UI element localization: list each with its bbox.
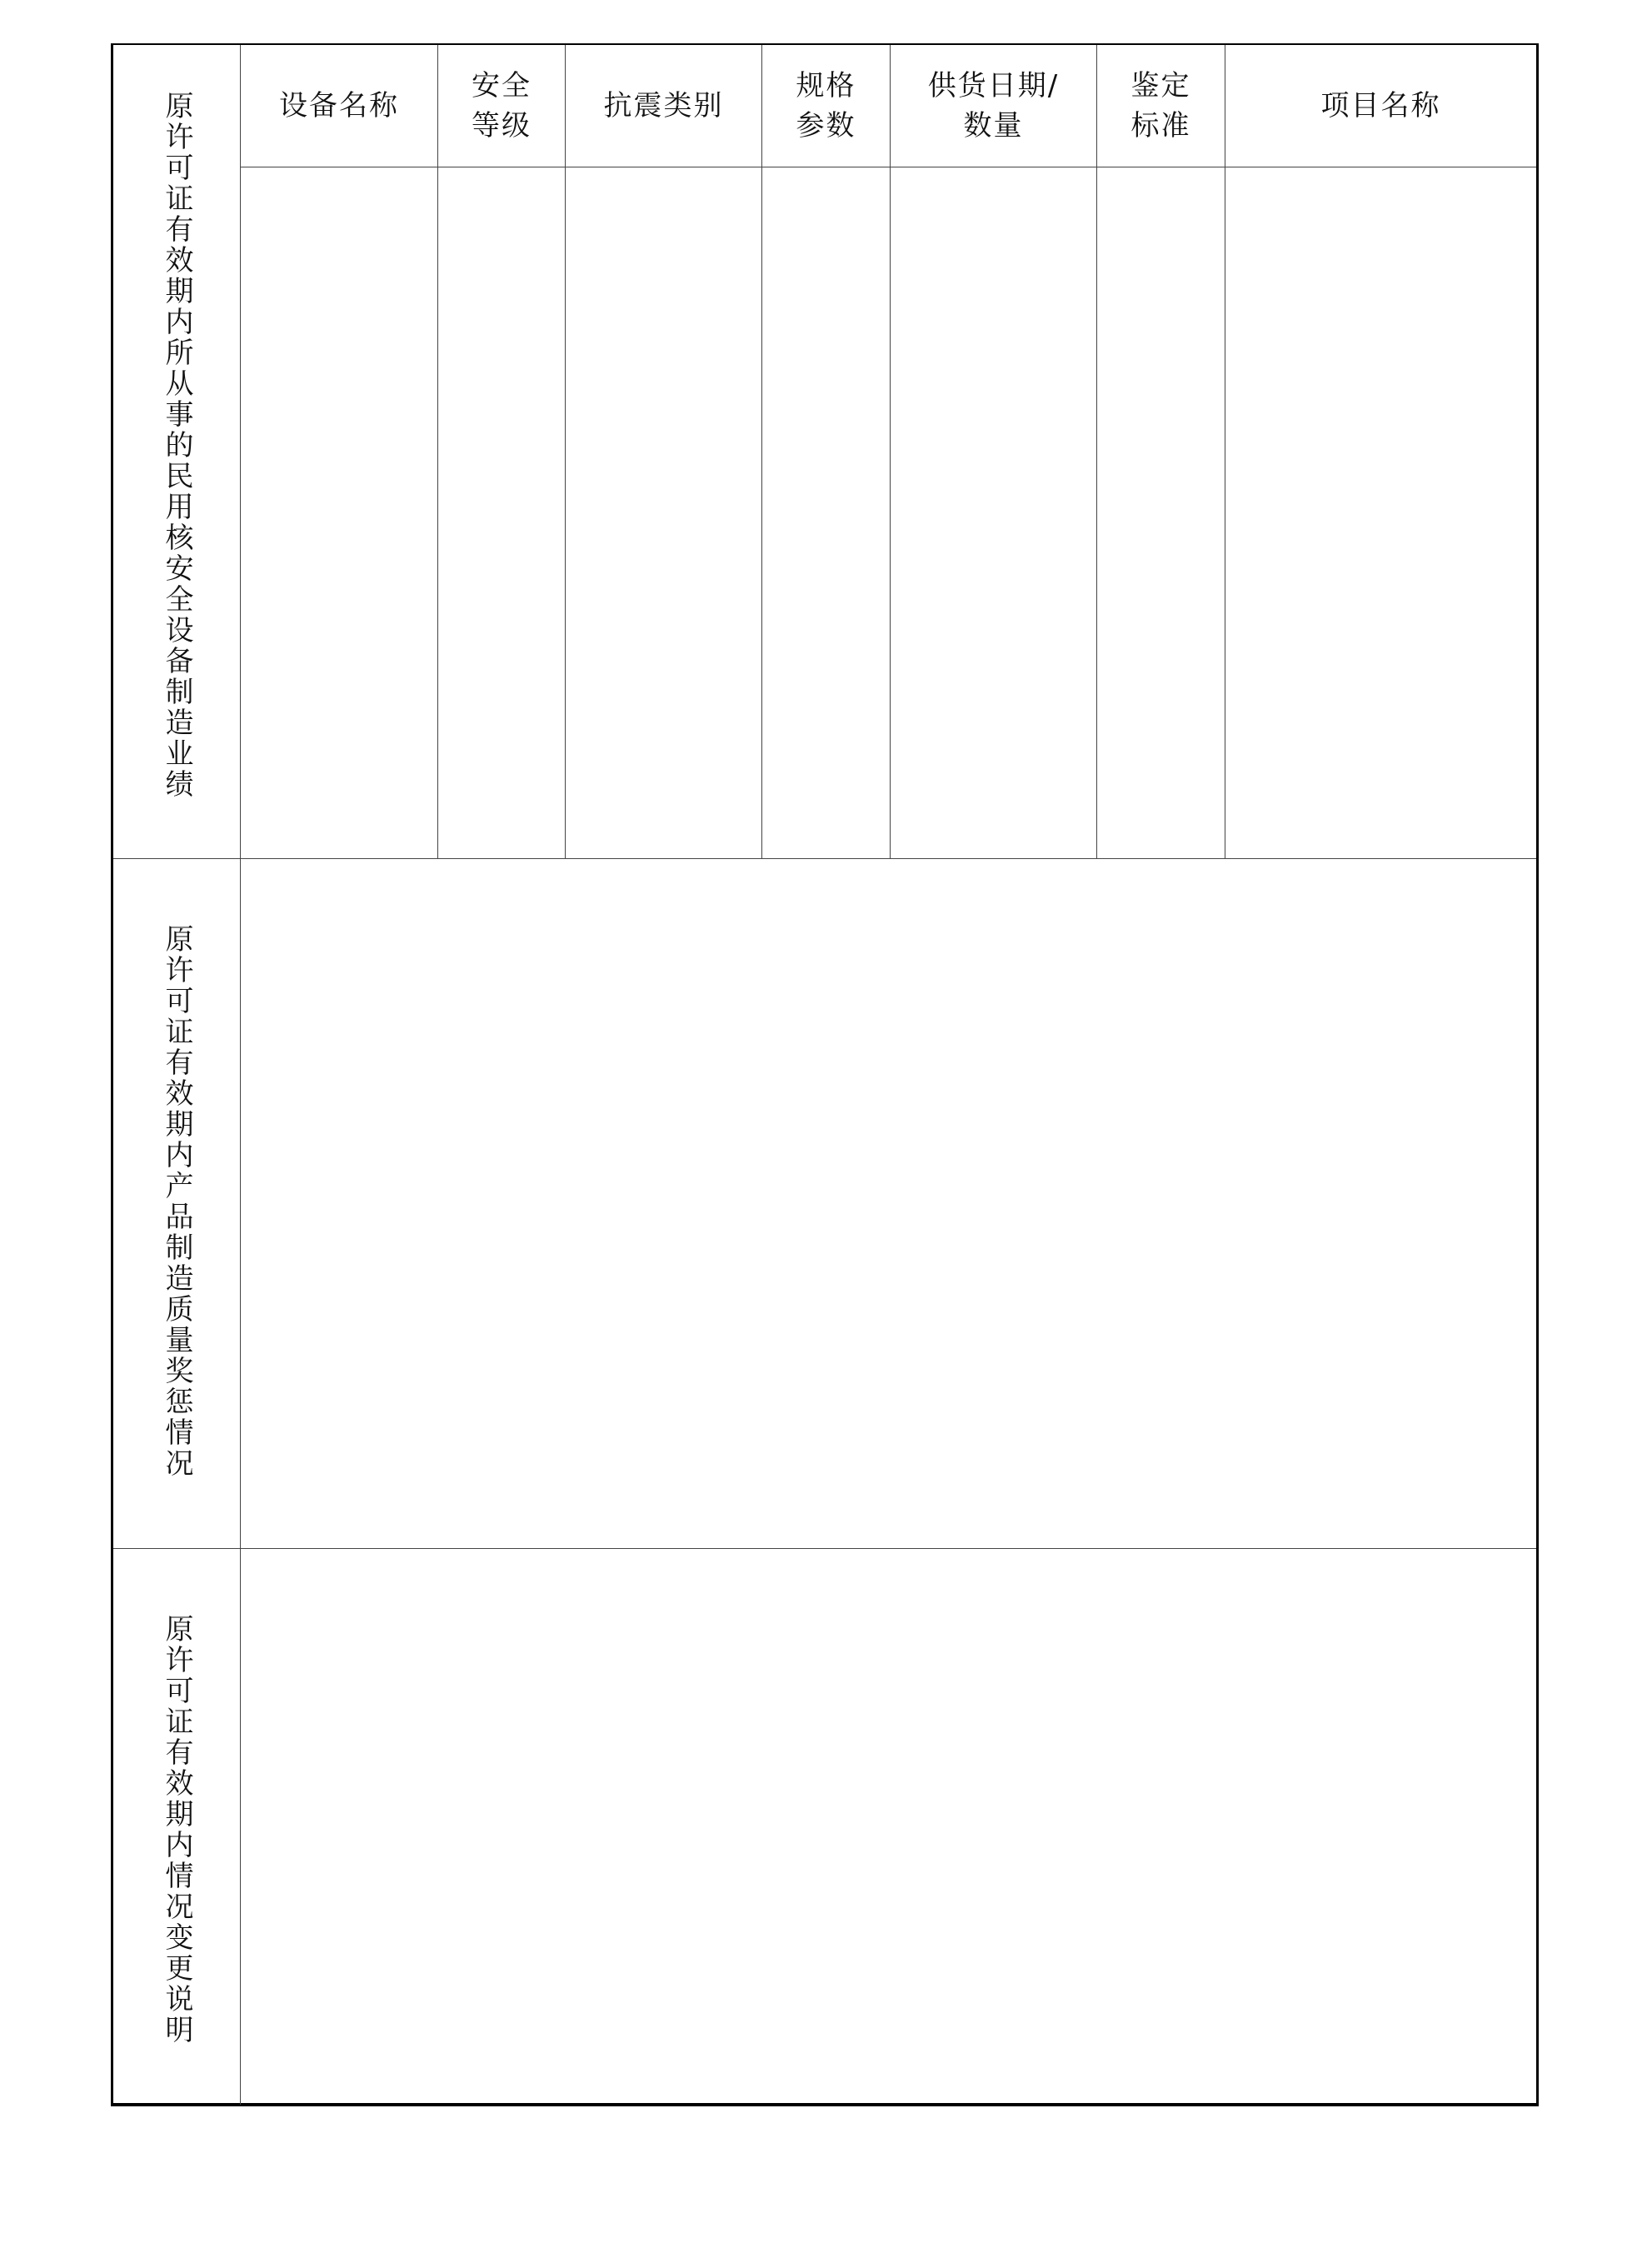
header-project-name: 项目名称 (1225, 45, 1536, 167)
header-equipment-name: 设备名称 (241, 45, 437, 167)
performance-table (241, 45, 1536, 858)
change-description-label-cell (113, 1549, 241, 2105)
column-safety-class (438, 45, 566, 858)
cell-seismic-category[interactable] (566, 167, 761, 858)
manufacturing-performance-label: 原许可证有效期内所从事的民用核安全设备制造业绩 (160, 91, 193, 800)
cell-specification[interactable] (762, 167, 890, 858)
header-qualification-standard: 鉴定 标准 (1097, 45, 1225, 167)
license-performance-form (111, 43, 1539, 2106)
quality-rewards-penalties-field[interactable] (241, 859, 1536, 1548)
cell-delivery-date-quantity[interactable] (891, 167, 1096, 858)
header-delivery-date-quantity: 供货日期/ 数量 (891, 45, 1096, 167)
cell-qualification-standard[interactable] (1097, 167, 1225, 858)
change-description-label: 原许可证有效期内情况变更说明 (160, 1614, 193, 2046)
column-delivery-date-quantity (891, 45, 1097, 858)
column-qualification-standard (1097, 45, 1225, 858)
header-seismic-category: 抗震类别 (566, 45, 761, 167)
quality-rewards-penalties-label: 原许可证有效期内产品制造质量奖惩情况 (160, 924, 193, 1479)
manufacturing-performance-section (113, 45, 1536, 859)
change-description-field[interactable] (241, 1549, 1536, 2105)
header-safety-class: 安全 等级 (438, 45, 565, 167)
cell-equipment-name[interactable] (241, 167, 437, 858)
quality-rewards-penalties-label-cell (113, 859, 241, 1548)
column-seismic-category (566, 45, 762, 858)
column-equipment-name (241, 45, 438, 858)
manufacturing-performance-label-cell (113, 45, 241, 858)
quality-rewards-penalties-section (113, 859, 1536, 1549)
cell-project-name[interactable] (1225, 167, 1536, 858)
header-specification: 规格 参数 (762, 45, 890, 167)
cell-safety-class[interactable] (438, 167, 565, 858)
column-specification (762, 45, 891, 858)
change-description-section (113, 1549, 1536, 2105)
column-project-name (1225, 45, 1536, 858)
